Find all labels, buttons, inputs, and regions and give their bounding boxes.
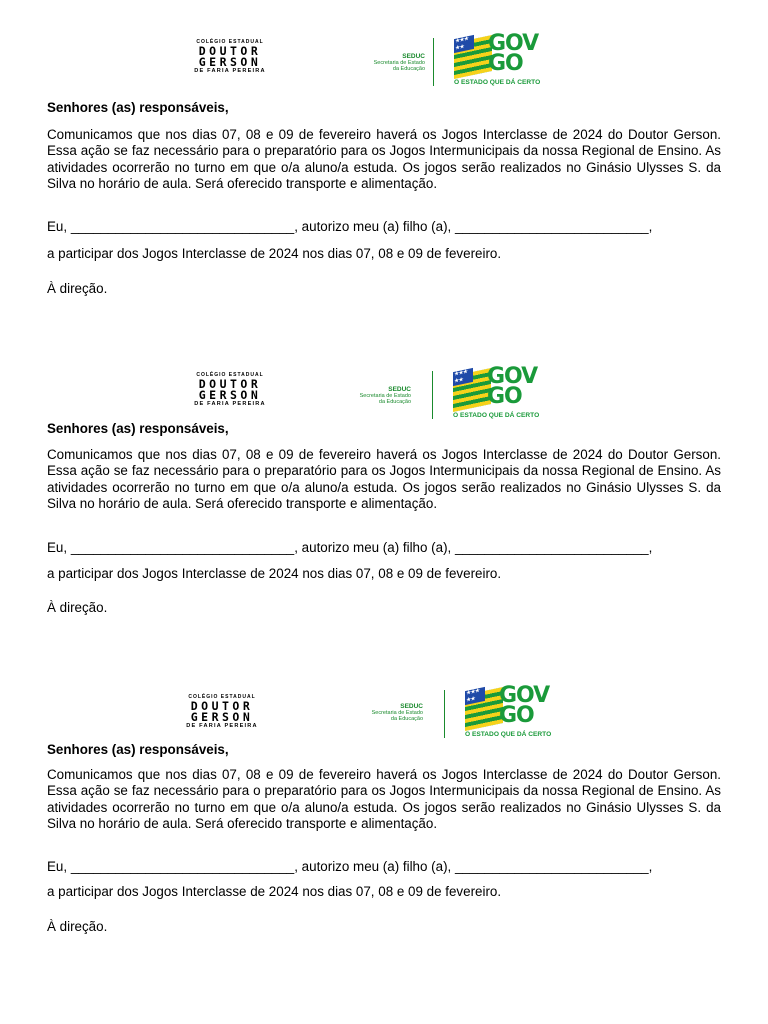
gov-slogan: O ESTADO QUE DÁ CERTO bbox=[454, 79, 541, 86]
notice-paragraph: Comunicamos que nos dias 07, 08 e 09 de fevereiro haverá os Jogos Interclasse de 2024 do Doutor Gerson. Essa ação se faz necessário para o preparatório para os Jogos Intermunicipais da nossa Regional de Ensino. As atividades ocorrerão no turno em que o/a aluno/a estuda. Os jogos serão realizados no Ginásio Ulysses S. da Silva no horário de aula. Será oferecido transporte e alimentação. bbox=[47, 767, 721, 832]
logo-divider bbox=[444, 690, 445, 738]
seduc-logo: SEDUC Secretaria de Estado da Educação bbox=[359, 386, 411, 406]
school-logo: COLÉGIO ESTADUAL DOUTOR GERSON DE FARIA PEREIRA bbox=[194, 372, 266, 407]
flag-stars-icon: ★★★ ★★ bbox=[465, 687, 485, 705]
signature-line: À direção. bbox=[47, 919, 108, 934]
logo-divider bbox=[432, 371, 433, 419]
flag-stars-icon: ★★★ ★★ bbox=[454, 35, 474, 53]
notice-block-3 bbox=[0, 652, 768, 972]
authorization-line: Eu, ______________________________, autorizo meu (a) filho (a), __________________________, bbox=[47, 859, 653, 874]
gov-slogan: O ESTADO QUE DÁ CERTO bbox=[465, 731, 552, 738]
flag-stars-icon: ★★★ ★★ bbox=[453, 368, 473, 386]
signature-line: À direção. bbox=[47, 281, 108, 296]
seduc-logo: SEDUC Secretaria de Estado da Educação bbox=[373, 53, 425, 73]
school-logo: COLÉGIO ESTADUAL DOUTOR GERSON DE FARIA PEREIRA bbox=[186, 694, 258, 729]
participation-line: a participar dos Jogos Interclasse de 2024 nos dias 07, 08 e 09 de fevereiro. bbox=[47, 246, 502, 261]
notice-block-1 bbox=[0, 0, 768, 320]
heading: Senhores (as) responsáveis, bbox=[47, 742, 229, 757]
authorization-line: Eu, ______________________________, autorizo meu (a) filho (a), __________________________, bbox=[47, 540, 653, 555]
heading: Senhores (as) responsáveis, bbox=[47, 100, 229, 115]
participation-line: a participar dos Jogos Interclasse de 2024 nos dias 07, 08 e 09 de fevereiro. bbox=[47, 566, 502, 581]
gov-go-logo: ★★★ ★★ GOV GO O ESTADO QUE DÁ CERTO bbox=[454, 31, 541, 86]
school-logo: COLÉGIO ESTADUAL DOUTOR GERSON DE FARIA PEREIRA bbox=[194, 39, 266, 74]
signature-line: À direção. bbox=[47, 600, 108, 615]
gov-go-logo: ★★★ ★★ GOV GO O ESTADO QUE DÁ CERTO bbox=[453, 364, 540, 419]
participation-line: a participar dos Jogos Interclasse de 2024 nos dias 07, 08 e 09 de fevereiro. bbox=[47, 884, 502, 899]
seduc-logo: SEDUC Secretaria de Estado da Educação bbox=[371, 703, 423, 723]
logo-divider bbox=[433, 38, 434, 86]
gov-go-logo: ★★★ ★★ GOV GO O ESTADO QUE DÁ CERTO bbox=[465, 683, 552, 738]
notice-block-2 bbox=[0, 333, 768, 653]
heading: Senhores (as) responsáveis, bbox=[47, 421, 229, 436]
gov-slogan: O ESTADO QUE DÁ CERTO bbox=[453, 412, 540, 419]
notice-paragraph: Comunicamos que nos dias 07, 08 e 09 de fevereiro haverá os Jogos Interclasse de 2024 do Doutor Gerson. Essa ação se faz necessário para o preparatório para os Jogos Intermunicipais da nossa Regional de Ensino. As atividades ocorrerão no turno em que o/a aluno/a estuda. Os jogos serão realizados no Ginásio Ulysses S. da Silva no horário de aula. Será oferecido transporte e alimentação. bbox=[47, 447, 721, 512]
authorization-line: Eu, ______________________________, autorizo meu (a) filho (a), __________________________, bbox=[47, 219, 653, 234]
notice-paragraph: Comunicamos que nos dias 07, 08 e 09 de fevereiro haverá os Jogos Interclasse de 2024 do Doutor Gerson. Essa ação se faz necessário para o preparatório para os Jogos Intermunicipais da nossa Regional de Ensino. As atividades ocorrerão no turno em que o/a aluno/a estuda. Os jogos serão realizados no Ginásio Ulysses S. da Silva no horário de aula. Será oferecido transporte e alimentação. bbox=[47, 127, 721, 192]
